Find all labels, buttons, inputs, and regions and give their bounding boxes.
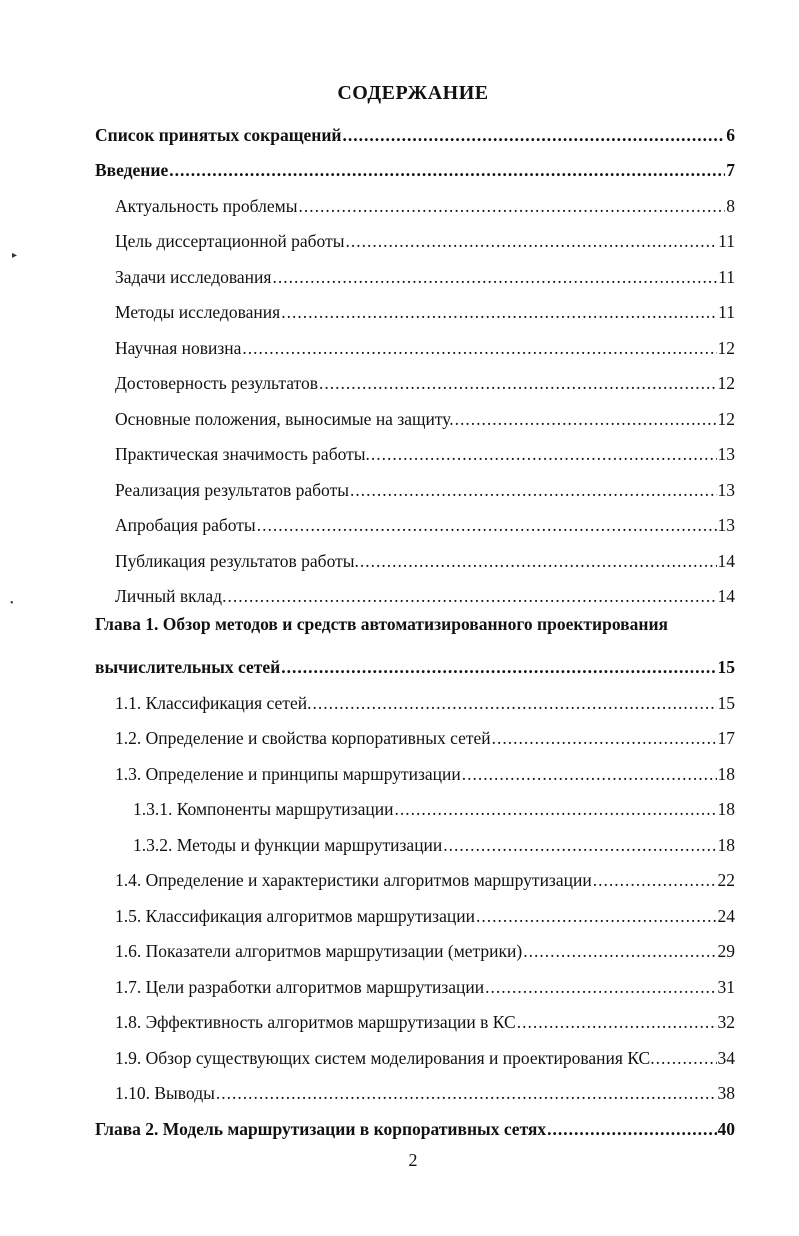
toc-entry — [115, 187, 735, 217]
scan-mark: • — [10, 598, 14, 609]
toc-leader — [443, 834, 716, 856]
page-number: 2 — [408, 1150, 418, 1170]
toc-entry-label: 1.2. Определение и свойства корпоративных сетей — [115, 728, 491, 748]
toc-entry-label: 1.6. Показатели алгоритмов маршрутизации (метрики) — [115, 941, 523, 961]
toc-entry-page: 8 — [726, 196, 735, 216]
toc-entry — [133, 826, 735, 856]
toc-entry-label: 1.7. Цели разработки алгоритмов маршрутизации — [115, 977, 485, 997]
toc-entry-label: Задачи исследования — [115, 267, 272, 287]
toc-leader — [319, 372, 717, 394]
toc-entry — [115, 897, 735, 927]
toc-entry-label: 1.3.1. Компоненты маршрутизации — [133, 799, 394, 819]
toc-entry-page: 29 — [717, 941, 735, 961]
toc-entry — [95, 1110, 735, 1140]
toc-leader — [272, 266, 717, 288]
toc-entry — [115, 222, 735, 252]
toc-entry-page: 15 — [717, 657, 735, 677]
toc-entry — [115, 684, 735, 714]
toc-entry — [95, 116, 735, 146]
toc-entry-label: Актуальность проблемы — [115, 196, 298, 216]
toc-leader — [492, 727, 717, 749]
toc-leader — [350, 479, 717, 501]
toc-entry-label: 1.8. Эффективность алгоритмов маршрутизации в КС — [115, 1012, 516, 1032]
toc-leader — [523, 940, 716, 962]
toc-entry-label: Введение — [95, 160, 169, 180]
toc-entry-label: 1.4. Определение и характеристики алгоритмов маршрутизации — [115, 870, 592, 890]
scan-mark: ▸ — [12, 250, 18, 261]
toc-entry-label: 1.5. Классификация алгоритмов маршрутизации — [115, 906, 475, 926]
toc-leader — [227, 585, 716, 607]
toc-entry — [115, 1003, 735, 1033]
toc-entry-label: 1.1. Классификация сетей. — [115, 693, 312, 713]
toc-entry-label: Методы исследования — [115, 302, 281, 322]
toc-entry-page: 18 — [717, 764, 735, 784]
toc-entry-label: 1.10. Выводы — [115, 1083, 215, 1103]
toc-entry — [133, 790, 735, 820]
toc-entry-label: вычислительных сетей — [95, 657, 281, 677]
toc-entry-page: 17 — [717, 728, 735, 748]
toc-entry — [115, 755, 735, 785]
toc-leader — [343, 124, 726, 146]
toc-entry-label: Апробация работы — [115, 515, 256, 535]
toc-entry-page: 12 — [717, 338, 735, 358]
toc-entry — [115, 719, 735, 749]
toc-entry-label: Список принятых сокращений — [95, 125, 342, 145]
toc-entry-page: 24 — [717, 906, 735, 926]
toc-leader — [485, 976, 716, 998]
toc-entry-label: Глава 1. Обзор методов и средств автоматизированного проектирования — [95, 614, 668, 634]
toc-entry-label: Достоверность результатов — [115, 373, 318, 393]
toc-entry-page: 6 — [726, 125, 735, 145]
toc-leader — [216, 1082, 717, 1104]
toc-entry — [95, 648, 735, 678]
toc-entry-label: Основные положения, выносимые на защиту. — [115, 409, 454, 429]
toc-entry — [115, 435, 735, 465]
toc-leader — [298, 195, 725, 217]
toc-entry-label: 1.9. Обзор существующих систем моделирования и проектирования КС. — [115, 1048, 655, 1068]
page-title: СОДЕРЖАНИЕ — [337, 82, 489, 104]
toc-entry-label: Научная новизна — [115, 338, 242, 358]
toc-entry-page: 14 — [717, 551, 735, 571]
toc-leader — [455, 408, 717, 430]
toc-entry — [95, 151, 735, 181]
toc-entry-page: 7 — [726, 160, 735, 180]
toc-entry-page: 14 — [717, 586, 735, 606]
toc-entry-label: Глава 2. Модель маршрутизации в корпоративных сетях — [95, 1119, 547, 1139]
toc-entry-label: Публикация результатов работы. — [115, 551, 359, 571]
toc-entry — [115, 258, 735, 288]
toc-entry-label: 1.3.2. Методы и функции маршрутизации — [133, 835, 443, 855]
toc-entry — [115, 329, 735, 359]
toc-entry-label: 1.3. Определение и принципы маршрутизации — [115, 764, 461, 784]
toc-leader — [281, 656, 716, 678]
toc-entry — [115, 1039, 735, 1069]
toc-leader — [656, 1047, 717, 1069]
toc-entry — [115, 1074, 735, 1104]
toc-entry-page: 13 — [717, 515, 735, 535]
toc-entry-page: 12 — [717, 373, 735, 393]
toc-leader — [593, 869, 717, 891]
toc-entry-page: 13 — [717, 480, 735, 500]
toc-chapter-heading — [95, 613, 745, 643]
toc-entry-page: 18 — [717, 799, 735, 819]
toc-leader — [547, 1118, 716, 1140]
toc-entry-label: Цель диссертационной работы — [115, 231, 345, 251]
toc-entry-page: 18 — [717, 835, 735, 855]
toc-entry — [115, 471, 735, 501]
toc-entry-page: 12 — [717, 409, 735, 429]
toc-leader — [242, 337, 716, 359]
toc-entry-page: 11 — [718, 231, 735, 251]
toc-entry — [115, 364, 735, 394]
toc-leader — [312, 692, 716, 714]
toc-entry — [115, 400, 735, 430]
toc-entry — [115, 506, 735, 536]
toc-entry — [115, 293, 735, 323]
toc-leader — [394, 798, 716, 820]
toc-leader — [345, 230, 717, 252]
toc-leader — [281, 301, 717, 323]
toc-entry-page: 38 — [717, 1083, 735, 1103]
toc-entry-page: 31 — [717, 977, 735, 997]
toc-entry — [115, 968, 735, 998]
toc-leader — [476, 905, 717, 927]
toc-leader — [462, 763, 717, 785]
toc-entry-page: 11 — [718, 267, 735, 287]
toc-leader — [257, 514, 717, 536]
toc-entry-page: 22 — [717, 870, 735, 890]
toc-entry-page: 11 — [718, 302, 735, 322]
toc-entry-label: Личный вклад. — [115, 586, 227, 606]
toc-entry — [115, 861, 735, 891]
toc-entry-page: 13 — [717, 444, 735, 464]
toc-leader — [169, 159, 725, 181]
toc-entry-page: 40 — [717, 1119, 735, 1139]
toc-entry-page: 32 — [717, 1012, 735, 1032]
toc-entry-page: 15 — [717, 693, 735, 713]
toc-entry-label: Реализация результатов работы — [115, 480, 349, 500]
toc-leader — [517, 1011, 717, 1033]
toc-entry-label: Практическая значимость работы. — [115, 444, 370, 464]
toc-leader — [371, 443, 717, 465]
toc-leader — [360, 550, 717, 572]
toc-entry — [115, 577, 735, 607]
toc-entry — [115, 542, 735, 572]
toc-entry-page: 34 — [717, 1048, 735, 1068]
toc-entry — [115, 932, 735, 962]
